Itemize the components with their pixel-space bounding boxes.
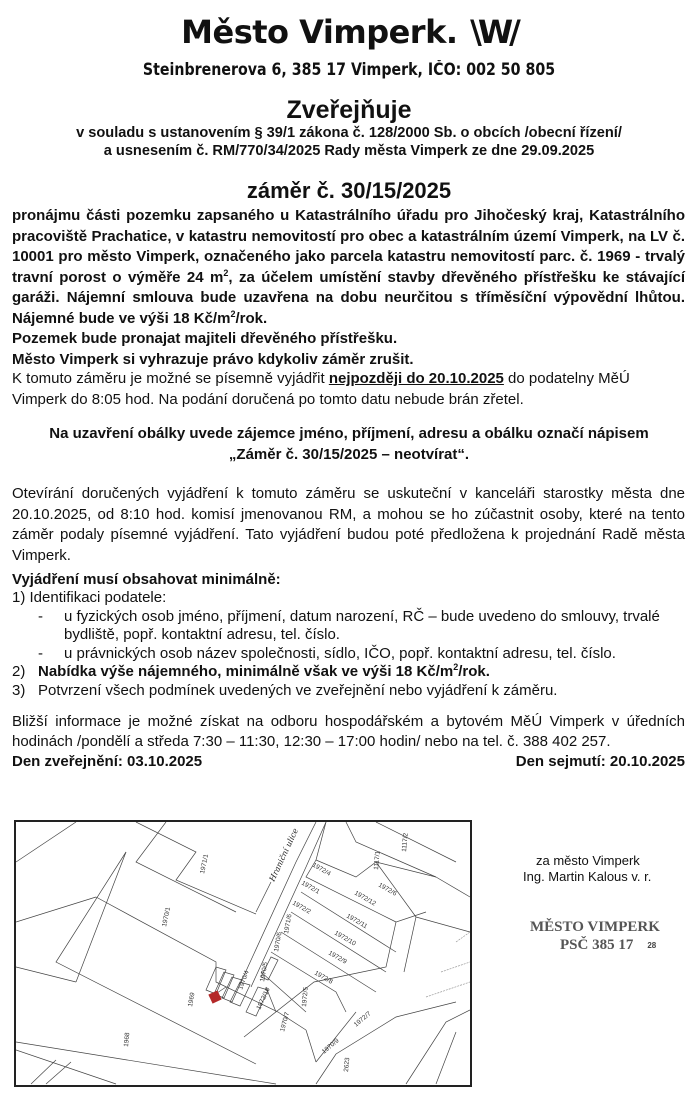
item-text: Potvrzení všech podmínek uvedených ve zveřejnění nebo vyjádření k záměru. <box>38 681 558 699</box>
parcel-label: 1970/5 <box>259 961 270 983</box>
parcel-label: 1972/7 <box>352 1010 373 1029</box>
dash-bullet: - <box>38 644 43 662</box>
requirements-list <box>12 589 692 700</box>
parcel-label: 1972/10 <box>333 929 357 948</box>
item-text: Nabídka výše nájemného, minimálně však ve výši 18 Kč/m <box>38 663 454 680</box>
envelope-line-2: „Záměr č. 30/15/2025 – neotvírat“. <box>228 445 470 463</box>
deadline-date: nejpozději do 20.10.2025 <box>328 370 504 387</box>
requirement-subitem <box>12 608 692 645</box>
official-stamp <box>530 918 690 955</box>
requirement-item-2 <box>12 663 692 682</box>
parcel-label: 1968 <box>123 1032 132 1048</box>
parcel-label: 1970/7 <box>279 1011 292 1033</box>
parcel-label: 1972/5 <box>301 986 310 1008</box>
zamer-cancel-line: Město Vimperk si vyhrazuje právo kdykoliv záměr zrušit. <box>12 350 414 368</box>
parcel-label: 2623 <box>343 1057 352 1073</box>
parcel-label: 1972/9 <box>327 949 348 966</box>
removal-date: Den sejmutí: 20.10.2025 <box>515 753 685 770</box>
parcel-label: 1970/4 <box>237 969 251 991</box>
opening-paragraph: Otevírání doručených vyjádření k tomuto záměru se uskuteční v kanceláři starostky města dne 20.10.2025, od 8:10 hod. komisí jmenovanou RM, a mohou se ho zúčastnit osoby, které na tento záměr podaly písemné vyjádření. Tato vyjádření budou poté předložena k projednání Radě města Vimperk. <box>12 485 685 564</box>
cadastral-map-drawing <box>16 822 470 1085</box>
info-paragraph: Bližší informace je možné získat na odboru hospodářském a bytovém MěÚ Vimperk v úředních hodinách /pondělí a středa 7:30 – 11:30, 12:30 – 17:00 hodin/ nebo na tel. č. 388 402 257. <box>12 713 685 750</box>
parcel-label: 1970/6 <box>273 931 284 953</box>
cadastral-map <box>14 820 472 1087</box>
parcel-label: 1972/1 <box>300 879 321 896</box>
stamp-number: 28 <box>647 940 657 950</box>
parcel-label: 1970/1 <box>161 906 173 928</box>
requirements-title: Vyjádření musí obsahovat minimálně: <box>12 571 281 588</box>
zamer-text-2: , za účelem umístění stavby dřevěného přístřešku ke stávající garáži. Nájemní smlouva bude uzavřena na dobu neurčitou s tříměsíční výpovědní lhůtou. Nájemné bude ve výši 18 Kč/m <box>12 268 685 327</box>
city-name: Město Vimperk. <box>181 13 458 51</box>
highlighted-parcel-1969 <box>208 990 221 1003</box>
deadline-paragraph <box>12 369 685 410</box>
parcel-label: 1972/2 <box>291 899 312 916</box>
parcel-label: 1972/10 <box>255 986 272 1011</box>
parcel-label: 1117/1 <box>373 850 382 871</box>
zamer-owner-line: Pozemek bude pronajat majiteli dřevěného přístřešku. <box>12 330 398 347</box>
superscript: 2 <box>230 308 236 319</box>
envelope-instructions <box>0 424 698 465</box>
envelope-line-1: Na uzavření obálky uvede zájemce jméno, příjmení, adresu a obálku označí nápisem <box>49 425 649 442</box>
deadline-text-before: K tomuto záměru je možné se písemně vyjádřit <box>12 370 329 387</box>
zamer-description <box>12 206 685 329</box>
zamer-text-3: /rok. <box>235 309 268 327</box>
street-name-label: Hraniční ulice <box>267 826 301 883</box>
city-title <box>0 12 698 52</box>
zamer-text-1: pronájmu části pozemku zapsaného u Katastrálního úřadu pro Jihočeský kraj, Katastrálního pracoviště Prachatice, v katastru nemovitostí pro obec a katastrálním území Vimperk, na LV č. 10001 pro město Vimperk, označeného jako parcela katastru nemovitostí parc. č. 1969 - trvalý travní porost o výměře 24 m <box>12 207 685 286</box>
parcel-label: 1117/2 <box>401 832 410 853</box>
parcel-label: 1972/12 <box>353 889 377 908</box>
requirement-item-1: 1) Identifikaci podatele: <box>12 589 167 606</box>
signature-block <box>520 853 698 885</box>
parcel-label: 1970/9 <box>320 1037 341 1056</box>
deadline-text-after: do podatelny MěÚ Vimperk do 8:05 hod. Na podání doručená po tomto datu nebude brán zřetel. <box>12 370 630 408</box>
zamer-body <box>12 206 685 370</box>
legal-line-1: v souladu s ustanovením § 39/1 zákona č. 128/2000 Sb. o obcích /obecní řízení/ <box>76 125 622 141</box>
parcel-label: 1972/6 <box>377 881 398 898</box>
legal-line-2: a usnesením č. RM/770/34/2025 Rady města Vimperk ze dne 29.09.2025 <box>103 143 595 159</box>
parcel-label: 1969 <box>187 991 197 1008</box>
announcement-heading: Zveřejňuje <box>286 96 412 124</box>
publication-date: Den zveřejnění: 03.10.2025 <box>12 753 203 770</box>
superscript: 2 <box>223 267 229 278</box>
zamer-title: záměr č. 30/15/2025 <box>246 178 452 203</box>
parcel-label: 1972/4 <box>311 861 332 878</box>
item-text-tail: /rok. <box>458 663 490 680</box>
item-number: 2) <box>12 663 26 680</box>
requirement-subitem <box>12 645 692 664</box>
city-logo-icon: \W/ <box>470 13 517 51</box>
stamp-line-2 <box>530 936 690 955</box>
parcel-label: 1972/11 <box>345 912 369 931</box>
superscript: 2 <box>453 662 459 672</box>
parcel-label: 1971/6 <box>283 913 294 935</box>
parcel-label: 1971/1 <box>199 853 211 875</box>
dash-bullet: - <box>38 607 43 625</box>
item-number: 3) <box>12 681 26 699</box>
parcel-label: 1972/8 <box>313 969 334 986</box>
subitem-text: u fyzických osob jméno, příjmení, datum narození, RČ – bude uvedeno do smlouvy, trvalé bydliště, popř. kontaktní adresu, tel. číslo. <box>64 607 660 643</box>
stamp-postcode: PSČ 385 17 <box>560 937 634 953</box>
subitem-text: u právnických osob název společnosti, sídlo, IČO, popř. kontaktní adresu, tel. číslo. <box>64 644 616 662</box>
city-address: Steinbrenerova 6, 385 17 Vimperk, IČO: 002 50 805 <box>142 60 556 79</box>
stamp-line-1: MĚSTO VIMPERK <box>530 919 660 935</box>
legal-basis <box>0 124 698 160</box>
signature-name: Ing. Martin Kalous v. r. <box>523 869 652 884</box>
signature-line-1: za město Vimperk <box>536 853 640 868</box>
requirement-item-3 <box>12 682 692 701</box>
